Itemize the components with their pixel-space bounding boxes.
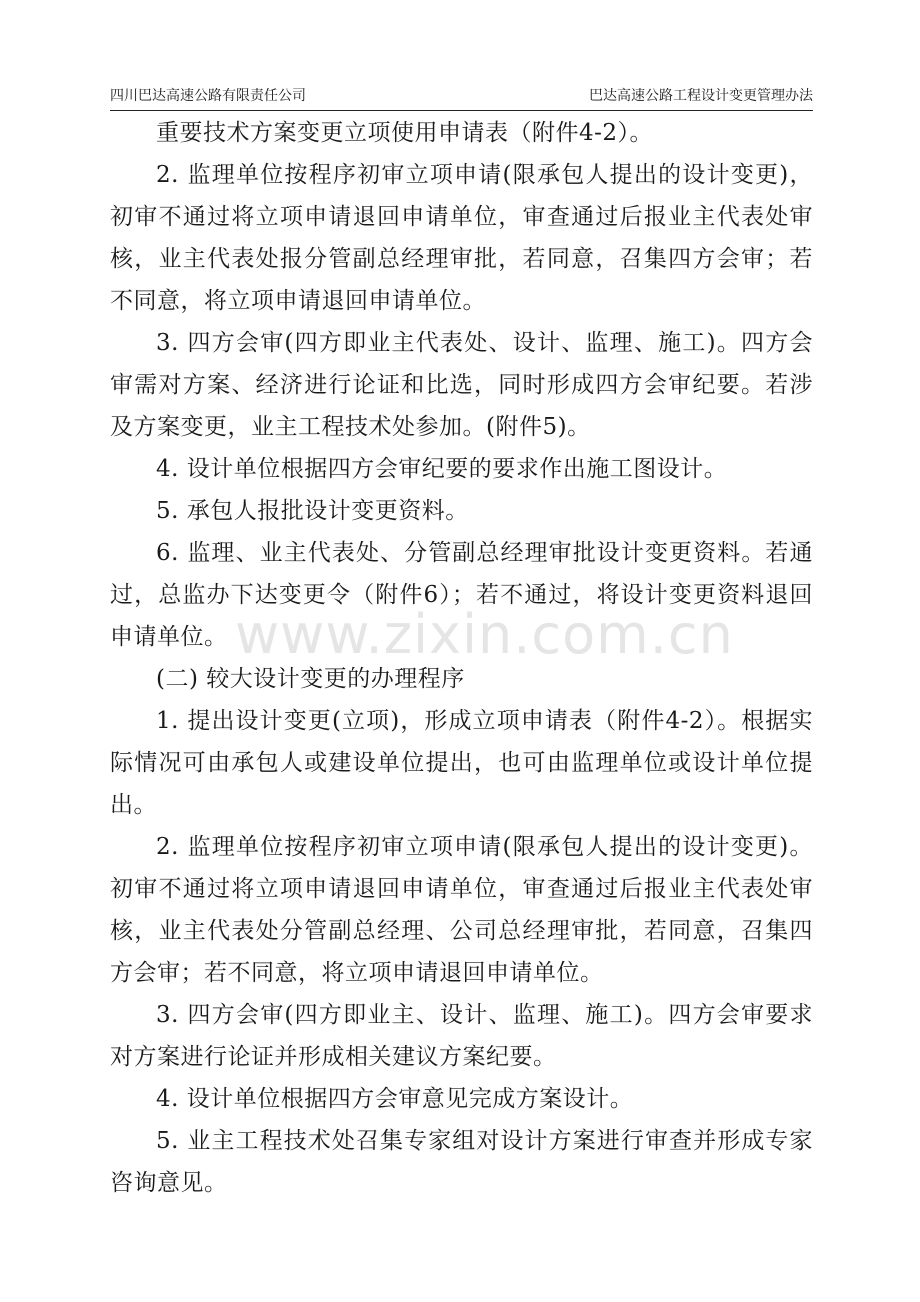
document-body: [110, 112, 813, 1204]
paragraph: 2. 监理单位按程序初审立项申请(限承包人提出的设计变更)。初审不通过将立项申请退回申请单位，审查通过后报业主代表处审核，业主代表处分管副总经理、公司总经理审批，若同意，召集四方会审；若不同意，将立项申请退回申请单位。: [110, 834, 813, 986]
watermark: www.zixin.com.cn: [235, 603, 734, 666]
paragraph: 6. 监理、业主代表处、分管副总经理审批设计变更资料。若通过，总监办下达变更令（附件6）；若不通过，将设计变更资料退回申请单位。: [110, 540, 813, 650]
paragraph: 4. 设计单位根据四方会审意见完成方案设计。: [156, 1086, 634, 1112]
paragraph: 1. 提出设计变更(立项)，形成立项申请表（附件4-2）。根据实际情况可由承包人或建设单位提出，也可由监理单位或设计单位提出。: [110, 708, 813, 818]
header-doc-title: 巴达高速公路工程设计变更管理办法: [589, 88, 813, 104]
paragraph: 2. 监理单位按程序初审立项申请(限承包人提出的设计变更)，初审不通过将立项申请退回申请单位，审查通过后报业主代表处审核，业主代表处报分管副总经理审批，若同意，召集四方会审；若不同意，将立项申请退回申请单位。: [110, 162, 813, 314]
section-heading: (二) 较大设计变更的办理程序: [156, 666, 465, 692]
paragraph: 3. 四方会审(四方即业主代表处、设计、监理、施工)。四方会审需对方案、经济进行论证和比选，同时形成四方会审纪要。若涉及方案变更，业主工程技术处参加。(附件5)。: [110, 330, 813, 440]
paragraph: 5. 业主工程技术处召集专家组对设计方案进行审查并形成专家咨询意见。: [110, 1128, 813, 1196]
paragraph: 重要技术方案变更立项使用申请表（附件4-2）。: [156, 120, 654, 146]
header-company: 四川巴达高速公路有限责任公司: [110, 88, 306, 104]
page-header: [110, 86, 813, 111]
paragraph: 4. 设计单位根据四方会审纪要的要求作出施工图设计。: [156, 456, 728, 482]
paragraph: 3. 四方会审(四方即业主、设计、监理、施工)。四方会审要求对方案进行论证并形成相关建议方案纪要。: [110, 1002, 813, 1070]
paragraph: 5. 承包人报批设计变更资料。: [156, 498, 469, 524]
